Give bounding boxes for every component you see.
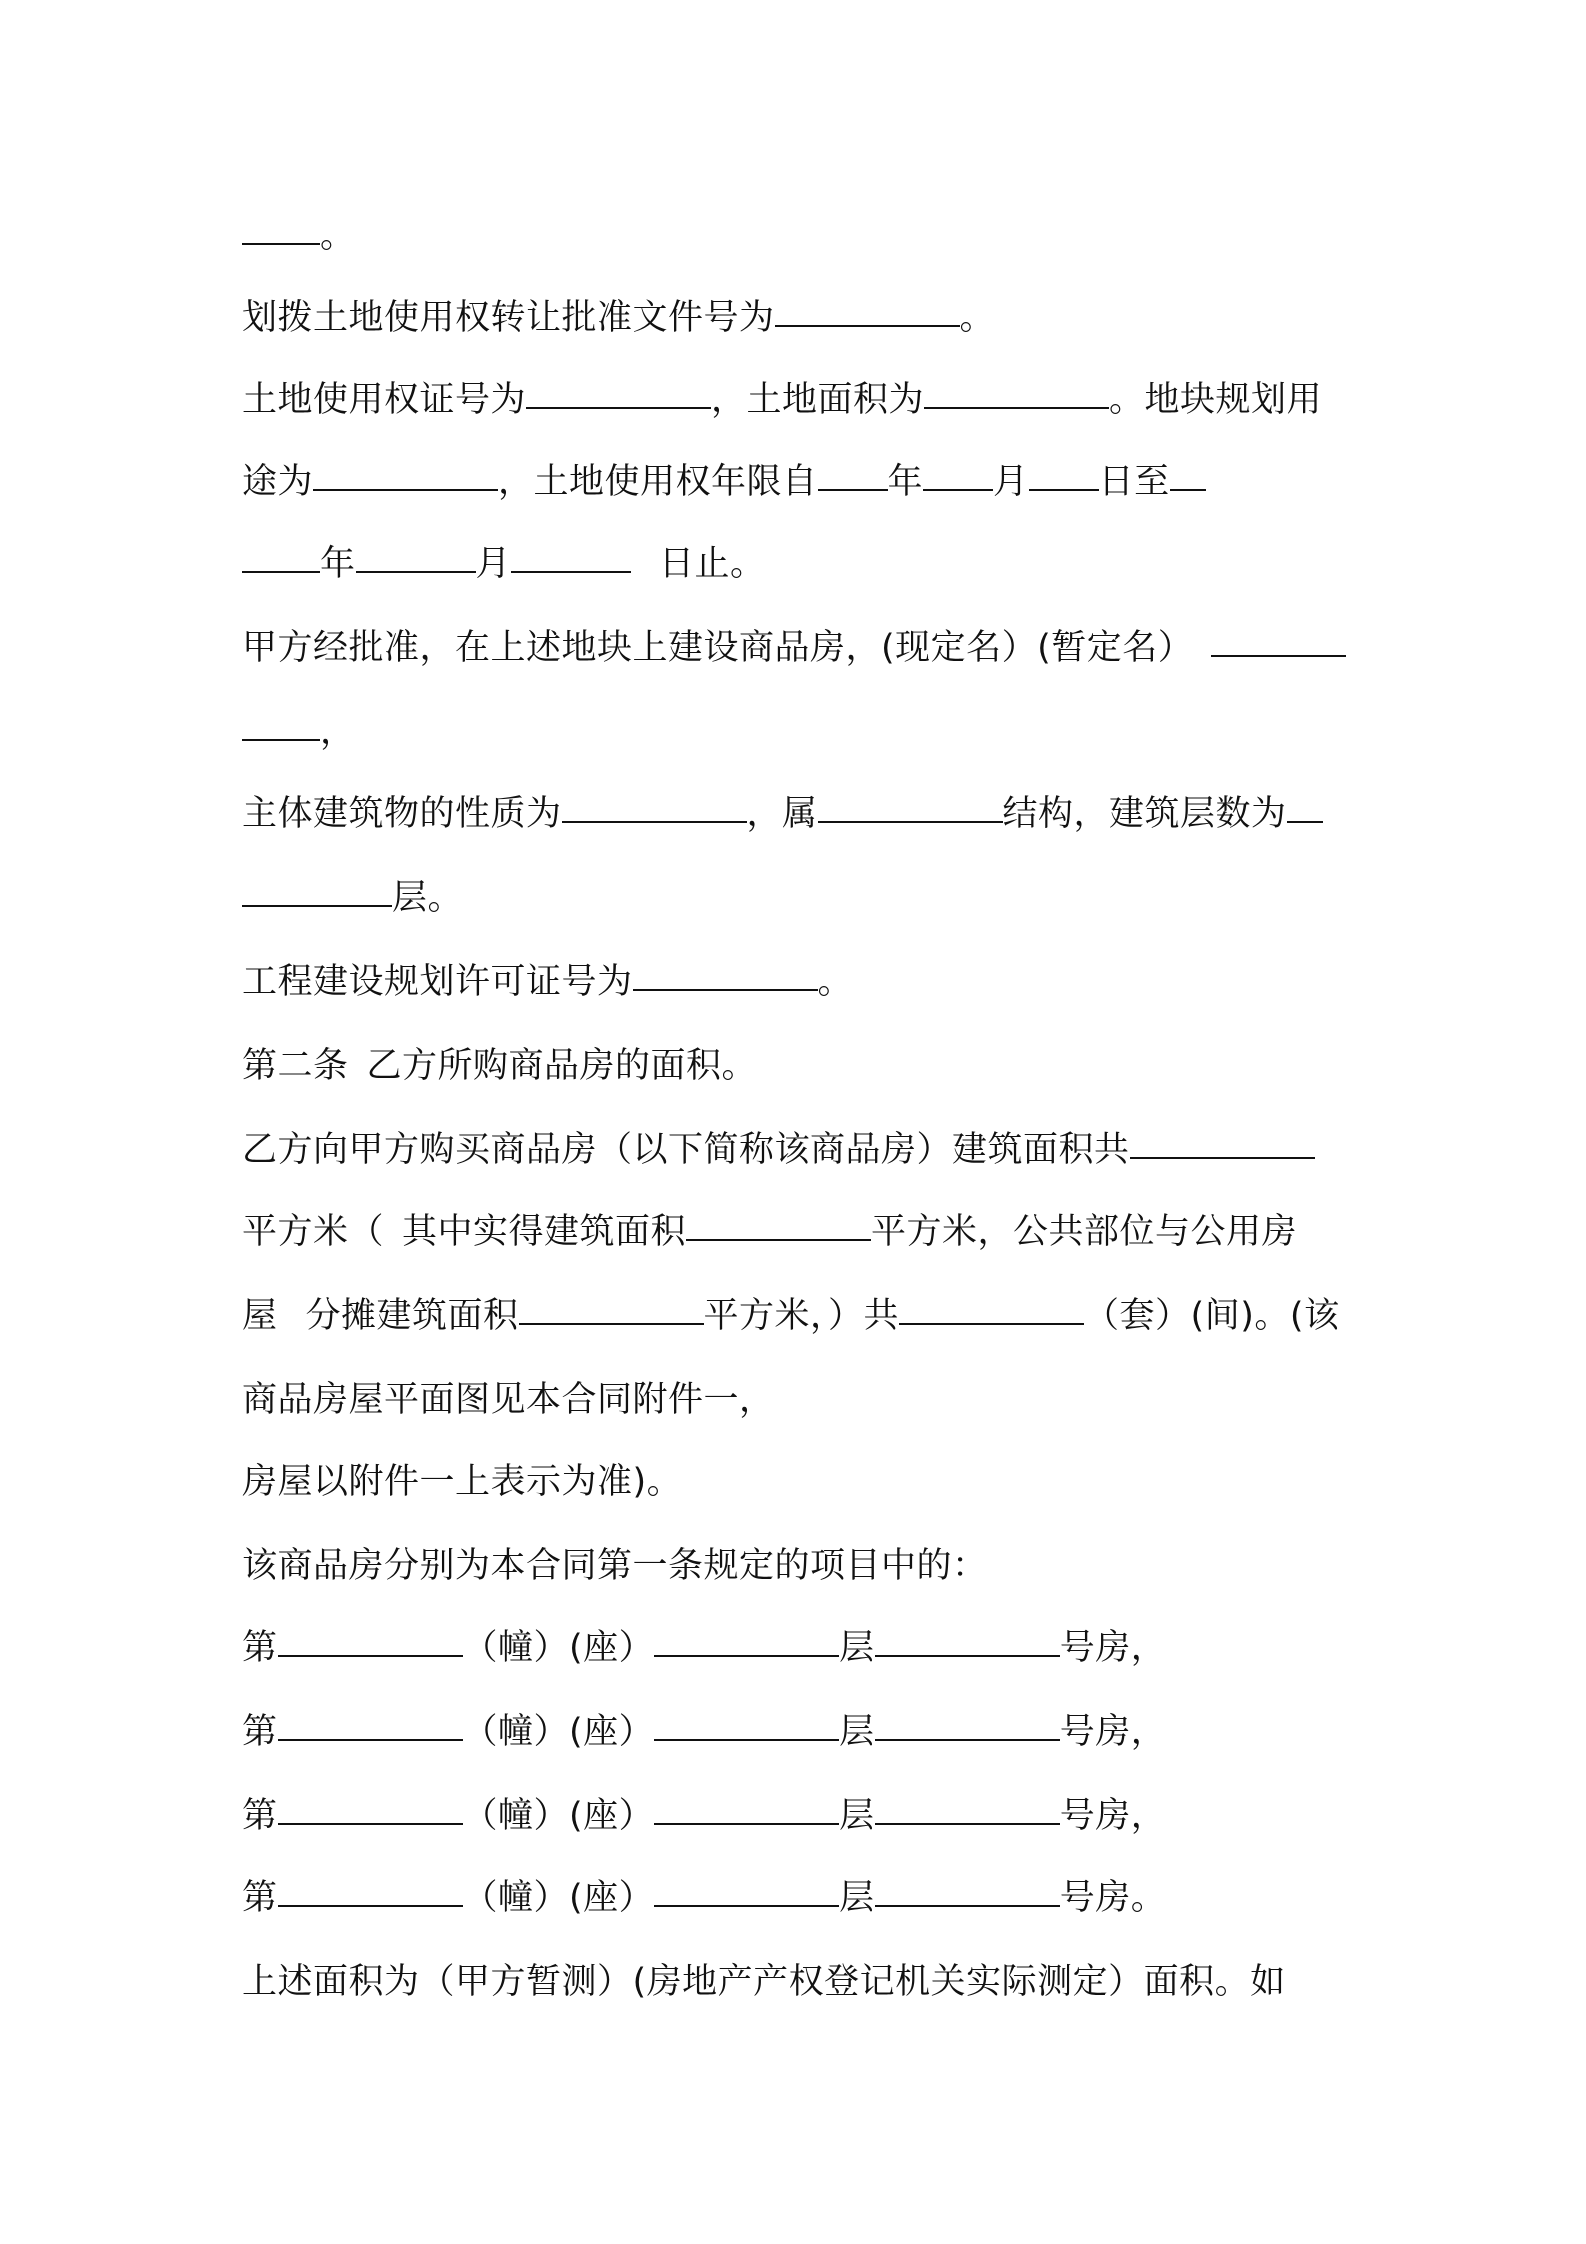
fill-blank xyxy=(875,1655,1060,1657)
fill-blank xyxy=(775,325,960,327)
unit-line xyxy=(242,1866,1362,1930)
fill-blank xyxy=(278,1739,463,1741)
text-segment: 层。 xyxy=(392,878,464,918)
fill-blank xyxy=(313,489,498,491)
text-segment: 平方米（ xyxy=(242,1212,385,1252)
text-segment: 工程建设规划许可证号为 xyxy=(242,962,633,1002)
text-segment: 日至 xyxy=(1098,462,1170,502)
fill-blank xyxy=(242,739,320,741)
text-segment: 商品房屋平面图见本合同附件一， xyxy=(242,1380,775,1420)
fill-blank xyxy=(519,1323,704,1325)
text-segment: 。 xyxy=(817,962,854,1002)
article-title: 乙方所购商品房的面积。 xyxy=(366,1046,758,1086)
text-line xyxy=(242,1368,1362,1432)
fill-blank xyxy=(875,1905,1060,1907)
text-segment: （套）(间)。(该 xyxy=(1084,1296,1340,1336)
text-segment: 屋 xyxy=(242,1296,278,1336)
text-segment: （幢）(座） xyxy=(462,1628,655,1668)
text-line xyxy=(242,1284,1362,1348)
text-line xyxy=(242,286,1362,350)
text-segment: 第 xyxy=(242,1712,278,1752)
fill-blank xyxy=(1211,655,1346,657)
text-segment: 号房， xyxy=(1059,1628,1167,1668)
text-line xyxy=(242,368,1362,432)
text-segment: 年 xyxy=(887,462,924,502)
text-segment: 主体建筑物的性质为 xyxy=(242,794,562,834)
text-line xyxy=(242,1118,1362,1182)
fill-blank xyxy=(686,1239,871,1241)
fill-blank xyxy=(242,243,320,245)
text-line xyxy=(242,782,1362,846)
text-segment: 层 xyxy=(839,1796,875,1836)
text-segment: 第 xyxy=(242,1796,278,1836)
text-segment: 土地使用权证号为 xyxy=(242,380,527,420)
text-line xyxy=(242,866,1362,930)
fill-blank xyxy=(875,1739,1060,1741)
text-segment: 甲方经批准，在上述地块上建设商品房，(现定名）(暂定名） xyxy=(242,628,1194,668)
fill-blank xyxy=(875,1823,1060,1825)
text-segment: 第 xyxy=(242,1878,278,1918)
fill-blank xyxy=(633,989,818,991)
fill-blank xyxy=(1287,821,1323,823)
text-segment: 分摊建筑面积 xyxy=(305,1296,519,1336)
text-segment: 层 xyxy=(839,1628,875,1668)
text-segment: 上述面积为（甲方暂测）(房地产产权登记机关实际测定）面积。如 xyxy=(242,1962,1286,2002)
text-segment: ，土地使用权年限自 xyxy=(498,462,818,502)
text-segment: 其中实得建筑面积 xyxy=(402,1212,687,1252)
text-line xyxy=(242,1950,1362,2014)
text-line xyxy=(242,700,1362,764)
text-line xyxy=(242,950,1362,1014)
text-segment: 号房， xyxy=(1059,1712,1167,1752)
fill-blank xyxy=(356,571,476,573)
text-line xyxy=(242,1450,1362,1514)
fill-blank xyxy=(654,1823,839,1825)
fill-blank xyxy=(1029,489,1099,491)
text-segment: ，土地面积为 xyxy=(711,380,925,420)
text-segment: 途为 xyxy=(242,462,314,502)
text-segment: 号房， xyxy=(1059,1796,1167,1836)
text-line xyxy=(242,1534,1362,1598)
text-segment: ， xyxy=(320,712,356,752)
text-segment: 。地块规划用 xyxy=(1109,380,1323,420)
text-segment: 号房。 xyxy=(1059,1878,1167,1918)
fill-blank xyxy=(511,571,631,573)
text-segment: 乙方向甲方购买商品房（以下简称该商品房）建筑面积共 xyxy=(242,1130,1130,1170)
text-line xyxy=(242,204,1362,268)
fill-blank xyxy=(278,1823,463,1825)
fill-blank xyxy=(1170,489,1206,491)
text-segment: 月 xyxy=(475,544,512,584)
article-heading xyxy=(242,1034,1362,1098)
fill-blank xyxy=(899,1323,1084,1325)
text-segment: （幢）(座） xyxy=(462,1878,655,1918)
fill-blank xyxy=(278,1655,463,1657)
text-segment: 年 xyxy=(320,544,356,584)
text-segment: ，属 xyxy=(746,794,818,834)
text-line xyxy=(242,616,1362,680)
text-line xyxy=(242,450,1362,514)
fill-blank xyxy=(242,905,392,907)
fill-blank xyxy=(654,1655,839,1657)
fill-blank xyxy=(654,1905,839,1907)
fill-blank xyxy=(654,1739,839,1741)
fill-blank xyxy=(242,571,320,573)
fill-blank xyxy=(924,407,1109,409)
text-segment: 月 xyxy=(993,462,1029,502)
text-line xyxy=(242,1200,1362,1264)
fill-blank xyxy=(818,489,888,491)
text-segment: 日止。 xyxy=(659,544,766,584)
text-segment: 划拨土地使用权转让批准文件号为 xyxy=(242,298,775,338)
text-segment: 。 xyxy=(959,298,996,338)
fill-blank xyxy=(1130,1157,1315,1159)
fill-blank xyxy=(818,821,1003,823)
article-number: 第二条 xyxy=(242,1046,349,1086)
text-segment: 该商品房分别为本合同第一条规定的项目中的： xyxy=(242,1546,988,1586)
text-segment: 层 xyxy=(839,1712,875,1752)
text-segment: 结构，建筑层数为 xyxy=(1002,794,1287,834)
text-line xyxy=(242,532,1362,596)
text-segment: 平方米，）共 xyxy=(703,1296,900,1336)
fill-blank xyxy=(526,407,711,409)
unit-line xyxy=(242,1784,1362,1848)
text-segment: 。 xyxy=(320,216,356,256)
fill-blank xyxy=(923,489,993,491)
text-segment: 平方米，公共部位与公用房 xyxy=(871,1212,1298,1252)
unit-line xyxy=(242,1700,1362,1764)
text-segment: （幢）(座） xyxy=(462,1796,655,1836)
text-segment: （幢）(座） xyxy=(462,1712,655,1752)
text-segment: 房屋以附件一上表示为准)。 xyxy=(242,1462,683,1502)
fill-blank xyxy=(562,821,747,823)
unit-line xyxy=(242,1616,1362,1680)
text-segment: 第 xyxy=(242,1628,278,1668)
fill-blank xyxy=(278,1905,463,1907)
text-segment: 层 xyxy=(839,1878,875,1918)
